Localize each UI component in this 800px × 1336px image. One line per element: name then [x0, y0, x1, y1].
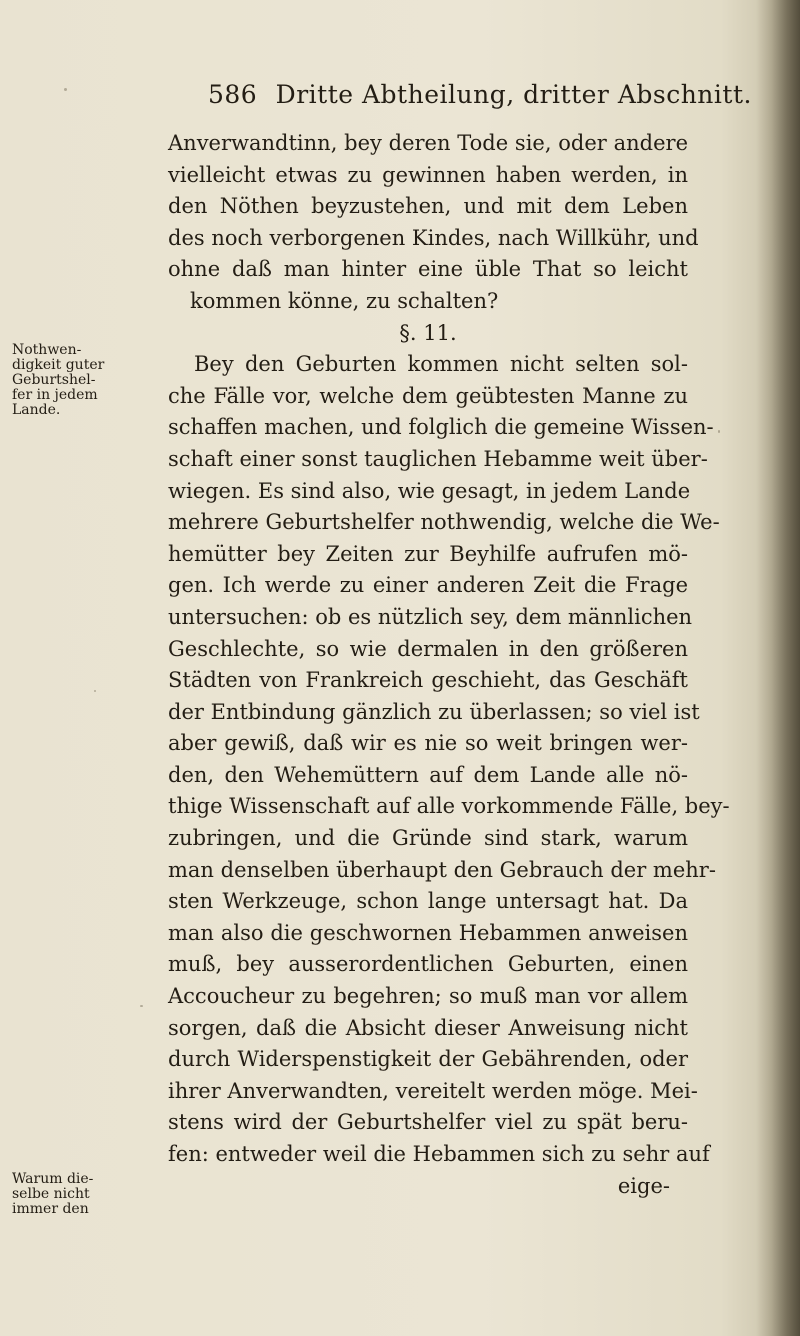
text-line: man denselben überhaupt den Gebrauch der mehr-: [168, 857, 716, 882]
text-line: vielleicht etwas zu gewinnen haben werden, in: [168, 162, 688, 187]
text-line: muß, bey ausserordentlichen Geburten, einen: [168, 952, 688, 977]
text-line: Accoucheur zu begehren; so muß man vor allem: [168, 984, 688, 1009]
page-number: 586: [208, 80, 258, 109]
text-line: thige Wissenschaft auf alle vorkommende Fälle, bey-: [168, 794, 730, 819]
paper-speck: [140, 1005, 143, 1007]
text-line: fen: entweder weil die Hebammen sich zu sehr auf: [168, 1142, 710, 1166]
margin-note-line: Warum die-: [12, 1171, 94, 1187]
margin-note-1: [12, 343, 160, 418]
text-line: zubringen, und die Gründe sind stark, warum: [168, 826, 688, 851]
text-line: den, den Wehemüttern auf dem Lande alle nö-: [168, 762, 688, 787]
margin-note-line: immer den: [12, 1201, 89, 1217]
page-gutter-shadow: [756, 0, 800, 1336]
text-line: kommen könne, zu schalten?: [190, 288, 499, 313]
text-line: hemütter bey Zeiten zur Beyhilfe aufrufen mö-: [168, 541, 688, 566]
paper-speck: [94, 690, 96, 692]
text-line: den Nöthen beyzustehen, und mit dem Leben: [168, 194, 688, 219]
running-title: Dritte Abtheilung, dritter Abschnitt.: [275, 80, 752, 109]
paper-speck: [718, 430, 720, 433]
section-mark: §. 11.: [399, 320, 457, 345]
text-line: wiegen. Es sind also, wie gesagt, in jedem Lande: [168, 478, 691, 503]
text-line: der Entbindung gänzlich zu überlassen; so viel ist: [168, 699, 700, 724]
text-line: mehrere Geburtshelfer nothwendig, welche die We-: [168, 510, 720, 535]
text-line: Städten von Frankreich geschieht, das Geschäft: [168, 668, 688, 693]
text-line: durch Widerspenstigkeit der Gebährenden, oder: [168, 1047, 688, 1072]
text-line: gen. Ich werde zu einer anderen Zeit die Frage: [168, 573, 688, 598]
text-line: schaft einer sonst tauglichen Hebamme weit über-: [168, 446, 708, 471]
text-line: untersuchen: ob es nützlich sey, dem männlichen: [168, 604, 693, 629]
running-header: [208, 80, 752, 109]
text-line: Anverwandtinn, bey deren Tode sie, oder andere: [168, 131, 688, 155]
text-line: sten Werkzeuge, schon lange untersagt hat. Da: [168, 889, 688, 914]
catchword: eige-: [617, 1173, 670, 1198]
margin-note-line: selbe nicht: [12, 1186, 90, 1202]
margin-note-line: fer in jedem: [12, 387, 98, 403]
text-line: Geschlechte, so wie dermalen in den größeren: [168, 636, 688, 661]
text-line: Bey den Geburten kommen nicht selten sol-: [194, 352, 688, 377]
text-line: ohne daß man hinter eine üble That so leicht: [168, 257, 688, 282]
body-text: [168, 128, 730, 1202]
text-line: sorgen, daß die Absicht dieser Anweisung nicht: [168, 1015, 688, 1040]
text-line: aber gewiß, daß wir es nie so weit bringen wer-: [168, 731, 688, 756]
text-line: che Fälle vor, welche dem geübtesten Manne zu: [168, 383, 688, 408]
margin-note-line: Geburtshel-: [12, 372, 96, 388]
text-line: des noch verborgenen Kindes, nach Willkühr, und: [168, 225, 699, 250]
margin-note-line: digkeit guter: [12, 357, 105, 373]
margin-note-line: Nothwen-: [12, 342, 82, 358]
paper-speck: [64, 88, 67, 91]
margin-note-2: [12, 1172, 160, 1217]
margin-note-line: Lande.: [12, 402, 61, 418]
text-line: man also die geschwornen Hebammen anweisen: [168, 920, 688, 945]
text-line: stens wird der Geburtshelfer viel zu spät beru-: [168, 1110, 688, 1135]
text-line: ihrer Anverwandten, vereitelt werden möge. Mei-: [168, 1078, 698, 1103]
text-line: schaffen machen, und folglich die gemeine Wissen-: [168, 415, 714, 440]
